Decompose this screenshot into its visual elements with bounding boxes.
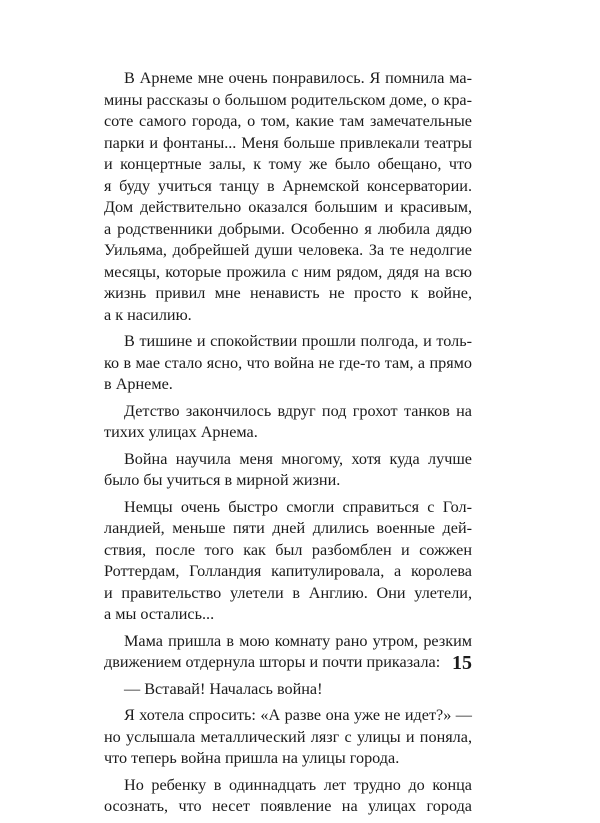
text-line: и концертные залы, к тому же было обещано, что bbox=[104, 155, 472, 173]
text-line: парки и фонтаны... Меня больше привлекали театры bbox=[104, 133, 472, 152]
paragraph bbox=[104, 631, 472, 674]
page-number: 15 bbox=[452, 652, 472, 674]
text-line: В Арнеме мне очень понравилось. Я помнила ма- bbox=[124, 69, 472, 87]
text-line: жизнь привил мне ненависть не просто к войне, bbox=[104, 284, 472, 302]
text-line: соте самого города, о том, какие там замечательные bbox=[104, 112, 472, 130]
text-line: в Арнеме. bbox=[104, 375, 173, 393]
paragraph bbox=[104, 331, 472, 396]
text-line: — Вставай! Началась война! bbox=[124, 679, 323, 698]
text-line: а к насилию. bbox=[104, 305, 192, 324]
text-line: Детство закончилось вдруг под грохот танков на bbox=[124, 401, 472, 420]
paragraph bbox=[104, 68, 472, 326]
text-line: движением отдернула шторы и почти приказала: bbox=[104, 653, 441, 671]
text-line: мины рассказы о большом родительском доме, о кра- bbox=[104, 90, 472, 109]
paragraph bbox=[104, 449, 472, 492]
paragraph bbox=[104, 401, 472, 444]
paragraph bbox=[104, 679, 472, 701]
paragraph bbox=[104, 775, 472, 818]
text-line: Дом действительно оказался большим и красивым, bbox=[104, 198, 472, 216]
text-line: Уильяма, добрейшей души человека. За те недолгие bbox=[104, 241, 472, 259]
text-line: Но ребенку в одиннадцать лет трудно до конца bbox=[124, 775, 472, 794]
text-line: а мы остались... bbox=[104, 605, 215, 623]
text-line: и правительство улетели в Англию. Они улетели, bbox=[104, 583, 472, 602]
text-line: я буду учиться танцу в Арнемской консерватории. bbox=[104, 176, 472, 195]
text-line: ландией, меньше пяти дней длились военные дей- bbox=[104, 519, 472, 537]
text-line: Война научила меня многому, хотя куда лучше bbox=[124, 449, 472, 468]
text-line: месяцы, которые прожила с ним рядом, дядя на всю bbox=[104, 262, 472, 281]
text-line: Роттердам, Голландия капитулировала, а королева bbox=[104, 562, 472, 580]
text-line: но услышала металлический лязг с улицы и поняла, bbox=[104, 727, 472, 746]
paragraph bbox=[104, 705, 472, 770]
text-line: Мама пришла в мою комнату рано утром, резким bbox=[124, 631, 472, 650]
text-line: а родственники добрыми. Особенно я любила дядю bbox=[104, 219, 472, 238]
text-line: ствия, после того как был разбомблен и сожжен bbox=[104, 540, 472, 559]
text-line: тихих улицах Арнема. bbox=[104, 423, 258, 441]
text-line: Я хотела спросить: «А разве она уже не идет?» — bbox=[124, 706, 472, 724]
text-line: осознать, что несет появление на улицах города bbox=[104, 797, 472, 815]
text-line: В тишине и спокойствии прошли полгода, и толь- bbox=[124, 332, 472, 350]
text-line: было бы учиться в мирной жизни. bbox=[104, 471, 341, 489]
paragraph bbox=[104, 497, 472, 626]
body-text bbox=[104, 68, 472, 823]
text-line: Немцы очень быстро смогли справиться с Гол- bbox=[124, 497, 472, 516]
text-line: ко в мае стало ясно, что война не где-то там, а прямо bbox=[104, 353, 472, 372]
text-line: что теперь война пришла на улицы города. bbox=[104, 749, 400, 767]
